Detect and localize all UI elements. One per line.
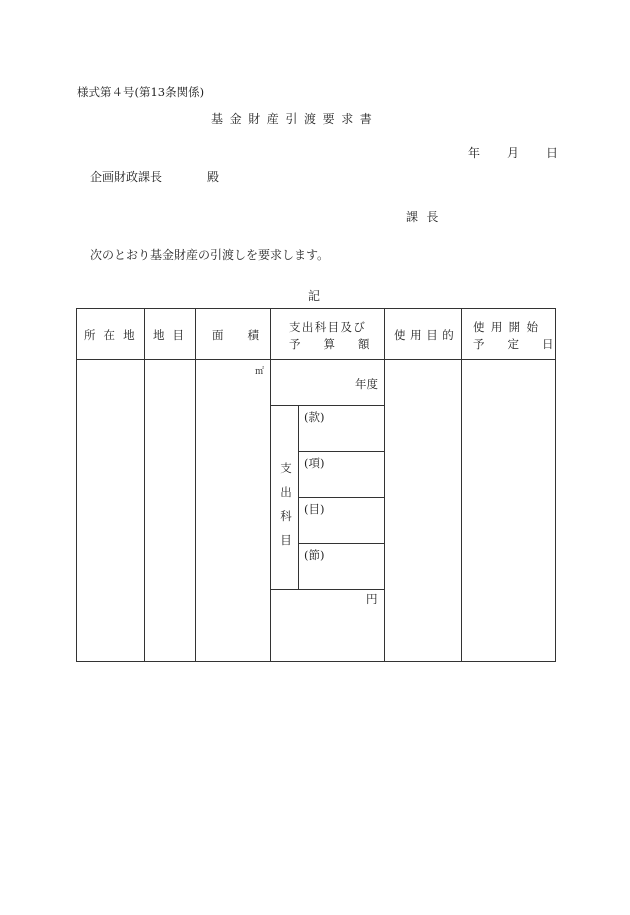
header-start-line2: 予 定 日 bbox=[473, 337, 554, 351]
sender: 課長 bbox=[406, 210, 447, 224]
col-line-2 bbox=[195, 308, 196, 662]
date-year: 年 bbox=[468, 146, 481, 160]
area-unit: ㎡ bbox=[255, 367, 265, 377]
expense-vertical-char: 目 bbox=[280, 533, 292, 547]
date-day: 日 bbox=[546, 146, 559, 160]
expense-line-kou bbox=[298, 497, 384, 498]
col-line-1 bbox=[144, 308, 145, 662]
header-area-2: 積 bbox=[247, 328, 259, 342]
property-table bbox=[76, 308, 556, 662]
table-border-top bbox=[76, 308, 556, 309]
expense-line-year bbox=[270, 405, 384, 406]
expense-item-setsu: (節) bbox=[304, 548, 325, 562]
date-month: 月 bbox=[507, 146, 520, 160]
addressee: 企画財政課長 bbox=[90, 170, 163, 184]
expense-item-moku: (目) bbox=[304, 502, 325, 516]
table-border-left bbox=[76, 308, 77, 662]
expense-item-kan: (款) bbox=[304, 410, 325, 424]
col-line-5 bbox=[461, 308, 462, 662]
header-purpose: 使用目的 bbox=[394, 328, 459, 342]
col-line-4 bbox=[384, 308, 385, 662]
ki-heading: 記 bbox=[308, 289, 321, 303]
fiscal-year-label: 年度 bbox=[355, 377, 378, 391]
expense-vertical-char: 出 bbox=[280, 485, 292, 499]
document-title: 基金財産引渡要求書 bbox=[211, 112, 379, 126]
expense-vertical-char: 科 bbox=[280, 509, 292, 523]
date-line bbox=[468, 144, 558, 161]
expense-vertical-char: 支 bbox=[280, 461, 292, 475]
header-expense-line2: 予 算 額 bbox=[289, 337, 370, 351]
expense-vertical-label bbox=[279, 456, 293, 552]
header-location: 所在地 bbox=[84, 328, 143, 342]
header-divider bbox=[76, 359, 556, 360]
header-area-1: 面 bbox=[212, 328, 224, 342]
header-land-category: 地目 bbox=[153, 328, 193, 342]
honorific: 殿 bbox=[207, 170, 220, 184]
expense-item-kou: (項) bbox=[304, 456, 325, 470]
form-number: 様式第４号(第13条関係) bbox=[77, 85, 205, 99]
table-border-right bbox=[555, 308, 556, 662]
header-expense-line1: 支出科目及び bbox=[289, 320, 367, 334]
expense-line-setsu bbox=[270, 589, 384, 590]
table-border-bottom bbox=[76, 661, 556, 662]
col-line-3 bbox=[270, 308, 271, 662]
header-area bbox=[212, 327, 259, 343]
yen-label: 円 bbox=[366, 592, 378, 606]
expense-line-kan bbox=[298, 451, 384, 452]
body-text: 次のとおり基金財産の引渡しを要求します。 bbox=[90, 248, 330, 262]
expense-line-moku bbox=[298, 543, 384, 544]
header-start-line1: 使用開始 bbox=[473, 320, 545, 334]
